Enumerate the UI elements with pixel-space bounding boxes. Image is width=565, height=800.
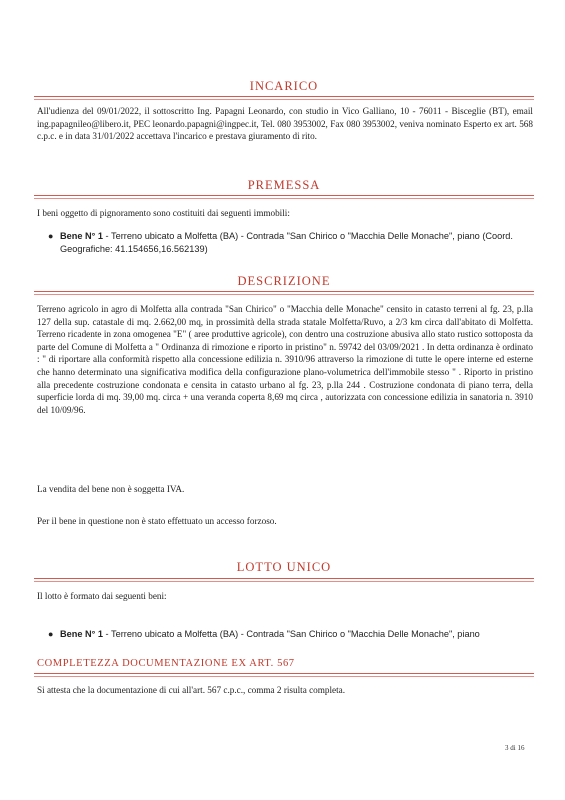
premessa-intro: I beni oggetto di pignoramento sono costituiti dai seguenti immobili:	[37, 208, 290, 218]
completezza-paragraph: Si attesta che la documentazione di cui all'art. 567 c.p.c., comma 2 risulta completa.	[37, 685, 346, 695]
section-title-completezza: COMPLETEZZA DOCUMENTAZIONE EX ART. 567	[37, 658, 295, 669]
lotto-bene-item	[48, 628, 530, 641]
section-title-lotto: LOTTO UNICO	[236, 560, 332, 574]
bullet-dot-icon: ●	[48, 629, 54, 639]
bene-label: Bene N° 1	[60, 629, 103, 639]
section-title-descrizione: DESCRIZIONE	[237, 274, 331, 288]
section-rule	[34, 291, 534, 295]
iva-note: La vendita del bene non è soggetta IVA.	[37, 484, 185, 494]
bene-label: Bene N° 1	[60, 231, 103, 241]
lotto-intro: Il lotto è formato dai seguenti beni:	[37, 591, 167, 601]
section-title-incarico: INCARICO	[249, 79, 319, 93]
descrizione-paragraph: Terreno agricolo in agro di Molfetta alla contrada "San Chirico" o "Macchia delle Monache" censito in catasto terreni al fg. 23, p.lla 127 della sup. catastale di mq. 2.662,00 mq, in prossimità della strada statale Molfetta/Ruvo, a 2/3 km circa dall'abitato di Molfetta. Terreno ricadente in zona omogenea "E" ( aree produttive agricole), con dentro una costruzione abusiva allo stato rustico sottoposta da parte del Comune di Molfetta a " Ordinanza di rimozione e riporto in pristino" n. 59742 del 03/09/2021 . In detta ordinanza è ordinato : " di riportare alla conformità rispetto alla concessione edilizia n. 3910/96 attraverso la rimozione di tutte le opere interne ed esterne che hanno determinato una significativa modifica della configurazione plano-volumetrica dell'immobile stesso " . Riporto in pristino alla precedente costruzione condonata e censita in catasto urbano al fg. 23, p.lla 244 . Costruzione condonata di piano terra, della superficie lorda di mq. 39,00 mq. circa + una veranda coperta 8,69 mq circa , autorizzata con concessione edilizia in sanatoria n. 3910 del 10/09/96.	[37, 304, 533, 415]
page-number: 3 di 16	[505, 744, 525, 752]
section-rule	[34, 578, 534, 582]
bullet-dot-icon: ●	[48, 231, 54, 241]
premessa-bene-item	[48, 230, 530, 255]
bene-description: - Terreno ubicato a Molfetta (BA) - Contrada "San Chirico o "Macchia Delle Monache", piano (Coord. Geografiche: 41.154656,16.562139)	[60, 231, 513, 254]
section-title-premessa: PREMESSA	[247, 178, 321, 192]
section-rule	[34, 673, 534, 677]
bene-description: - Terreno ubicato a Molfetta (BA) - Contrada "San Chirico o "Macchia Delle Monache", piano	[103, 629, 480, 639]
section-rule	[34, 96, 534, 100]
accesso-note: Per il bene in questione non è stato effettuato un accesso forzoso.	[37, 516, 277, 526]
incarico-paragraph: All'udienza del 09/01/2022, il sottoscritto Ing. Papagni Leonardo, con studio in Vico Galliano, 10 - 76011 - Bisceglie (BT), email ing.papagnileo@libero.it, PEC leonardo.papagni@ingpec.it, Tel. 080 3953002, Fax 080 3953002, veniva nominato Esperto ex art. 568 c.p.c. e in data 31/01/2022 accettava l'incarico e prestava giuramento di rito.	[37, 106, 533, 142]
section-rule	[34, 195, 534, 199]
